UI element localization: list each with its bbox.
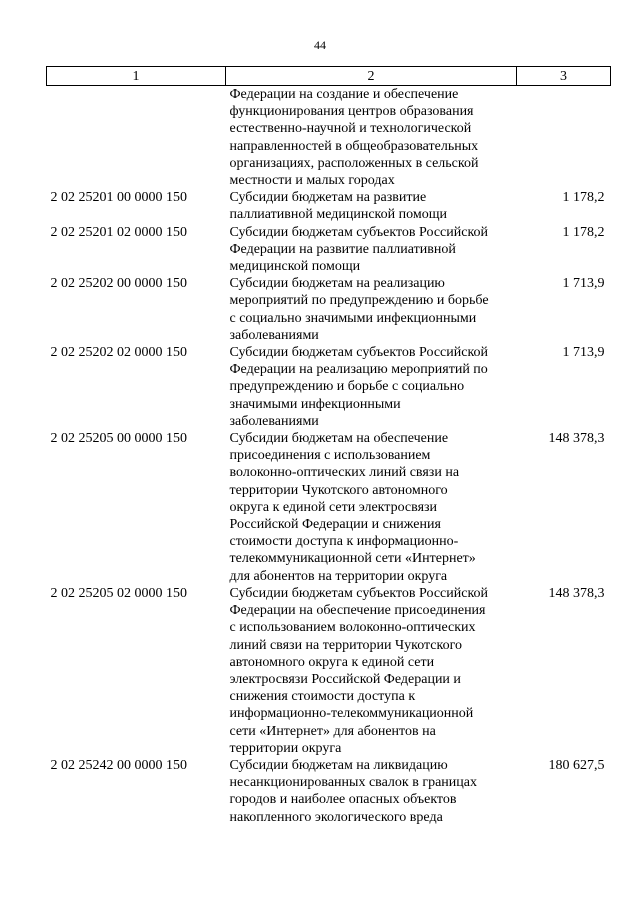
table-row [47,585,611,757]
revenue-name-line: значимыми инфекционными [229,396,401,412]
revenue-name-line: заболеваниями [229,413,319,429]
revenue-name-line: округа к единой сети электросвязи [229,499,438,515]
page-number: 44 [314,38,326,52]
budget-code [47,86,226,190]
table-row [47,344,611,430]
budget-code: 2 02 25205 02 0000 150 [50,585,187,601]
amount: 1 713,9 [562,276,605,292]
revenue-name [226,275,517,344]
revenue-name-line: снижения стоимости доступа к [229,689,416,705]
amount: 1 713,9 [562,345,605,361]
revenue-name [226,585,517,757]
header-col-3: 3 [517,67,611,86]
revenue-table [46,66,611,826]
revenue-name-line: Субсидии бюджетам на обеспечение [229,431,449,447]
header-row [47,67,611,86]
amount: 180 627,5 [548,757,605,773]
revenue-name-line: стоимости доступа к информационно- [229,534,459,550]
revenue-name-line: мероприятий по предупреждению и борьбе [229,293,489,309]
revenue-name-line: Федерации на обеспечение присоединения [229,603,486,619]
header-col-2: 2 [226,67,517,86]
revenue-name-line: накопленного экологического вреда [229,809,443,825]
table-row [47,275,611,344]
revenue-name-line: организациях, расположенных в сельской [229,155,479,171]
table-header [47,67,611,86]
revenue-name-line: территории округа [229,740,342,756]
budget-code: 2 02 25242 00 0000 150 [50,757,187,773]
budget-code: 2 02 25202 00 0000 150 [50,276,187,292]
revenue-name-line: медицинской помощи [229,259,361,275]
revenue-name-line: сети «Интернет» для абонентов на [229,723,436,739]
budget-code: 2 02 25202 02 0000 150 [50,345,187,361]
revenue-name-line: Субсидии бюджетам на реализацию [229,276,445,292]
budget-code: 2 02 25201 02 0000 150 [50,224,187,240]
revenue-name-line: территории Чукотского автономного [229,482,448,498]
budget-code: 2 02 25201 00 0000 150 [50,190,187,206]
revenue-name-line: Федерации на создание и обеспечение [229,87,459,102]
revenue-name-line: местности и малых городах [229,173,395,189]
revenue-name-line: телекоммуникационной сети «Интернет» [229,551,476,567]
table-body [47,86,611,826]
table-row [47,224,611,276]
revenue-name-line: линий связи на территории Чукотского [229,637,462,653]
budget-code: 2 02 25205 00 0000 150 [50,431,187,447]
revenue-name-line: Федерации на развитие паллиативной [229,241,456,257]
amount [517,86,611,190]
revenue-name [226,757,517,826]
revenue-name-line: предупреждению и борьбе с социально [229,379,465,395]
revenue-name [226,430,517,585]
revenue-name-line: паллиативной медицинской помощи [229,207,447,223]
revenue-name-line: естественно-научной и технологической [229,121,472,137]
table-row [47,189,611,223]
revenue-name-line: направленностей в общеобразовательных [229,138,479,154]
amount: 148 378,3 [548,585,605,601]
revenue-name [226,86,517,190]
amount: 1 178,2 [562,190,605,206]
amount: 148 378,3 [548,431,605,447]
revenue-name [226,344,517,430]
revenue-name-line: Субсидии бюджетам субъектов Российской [229,224,489,240]
revenue-name-line: автономного округа к единой сети [229,654,435,670]
revenue-name-line: электросвязи Российской Федерации и [229,671,461,687]
revenue-name-line: заболеваниями [229,327,319,343]
revenue-name [226,189,517,223]
revenue-name-line: с использованием волоконно-оптических [229,620,476,636]
revenue-name [226,224,517,276]
revenue-name-line: функционирования центров образования [229,104,474,120]
revenue-name-line: с социально значимыми инфекционными [229,310,477,326]
table-row [47,430,611,585]
revenue-name-line: Субсидии бюджетам субъектов Российской [229,585,489,601]
revenue-name-line: для абонентов на территории округа [229,568,448,584]
revenue-name-line: городов и наиболее опасных объектов [229,792,457,808]
revenue-name-line: Субсидии бюджетам на ликвидацию [229,757,448,773]
table-row [47,757,611,826]
revenue-name-line: Российской Федерации и снижения [229,517,441,533]
amount: 1 178,2 [562,224,605,240]
revenue-name-line: Субсидии бюджетам на развитие [229,190,427,206]
revenue-name-line: несанкционированных свалок в границах [229,775,477,791]
revenue-name-line: волоконно-оптических линий связи на [229,465,460,481]
header-col-1: 1 [47,67,226,86]
revenue-name-line: информационно-телекоммуникационной [229,706,474,722]
revenue-name-line: Субсидии бюджетам субъектов Российской [229,345,489,361]
revenue-name-line: Федерации на реализацию мероприятий по [229,362,488,378]
table-row [47,86,611,190]
revenue-name-line: присоединения с использованием [229,448,431,464]
